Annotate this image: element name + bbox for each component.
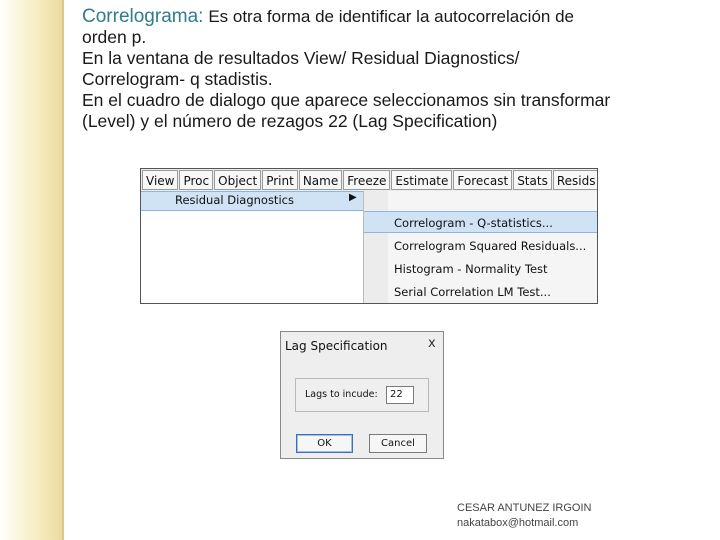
menu-item-correlogram-squared-residuals[interactable] — [364, 235, 598, 257]
menu-item-residual-diagnostics-label: Residual Diagnostics — [175, 193, 294, 207]
title-rest: Es otra forma de identificar la autocorrelación de — [208, 7, 575, 26]
toolbar-object-button[interactable]: Object — [214, 170, 261, 190]
lags-label: Lags to incude: — [305, 389, 378, 400]
menu-item-label: Histogram - Normality Test — [394, 262, 548, 276]
footer-author: CESAR ANTUNEZ IRGOIN — [457, 502, 592, 514]
menu-item-correlogram-q-statistics[interactable] — [364, 211, 598, 233]
toolbar-view-button[interactable]: View — [142, 170, 178, 190]
menu-item-label: Correlogram Squared Residuals... — [394, 239, 587, 253]
dialog-title: Lag Specification — [285, 339, 388, 353]
toolbar-name-button[interactable]: Name — [299, 170, 342, 190]
text-line-3: Correlogram- q stadistis. — [82, 69, 273, 89]
toolbar-freeze-button[interactable]: Freeze — [343, 170, 390, 190]
lags-input[interactable]: 22 — [386, 386, 414, 404]
toolbar-stats-button[interactable]: Stats — [513, 170, 552, 190]
toolbar-estimate-button[interactable]: Estimate — [391, 170, 452, 190]
title-line — [82, 6, 702, 27]
slide-text — [82, 6, 702, 132]
close-icon[interactable]: x — [428, 336, 436, 351]
toolbar-print-button[interactable]: Print — [262, 170, 298, 190]
text-line-1: orden p. — [82, 27, 147, 47]
toolbar — [141, 169, 597, 192]
footer-email: nakatabox@hotmail.com — [457, 517, 579, 529]
menu-item-histogram-normality[interactable] — [364, 258, 598, 280]
menu-item-label: Serial Correlation LM Test... — [394, 285, 551, 299]
sidebar-decoration — [0, 0, 62, 540]
text-line-2: En la ventana de resultados View/ Residual Diagnostics/ — [82, 48, 520, 68]
footer-credit — [457, 501, 591, 531]
menu-item-label: Correlogram - Q-statistics... — [394, 216, 553, 230]
view-submenu — [141, 191, 363, 211]
toolbar-proc-button[interactable]: Proc — [179, 170, 213, 190]
menu-item-serial-correlation-lm[interactable] — [364, 281, 598, 303]
title-word: Correlograma: — [82, 6, 204, 27]
cancel-button[interactable]: Cancel — [369, 434, 427, 453]
text-line-5: (Level) y el número de rezagos 22 (Lag Specification) — [82, 111, 498, 131]
lag-specification-dialog — [280, 331, 444, 459]
submenu-arrow-icon: ▶ — [349, 192, 357, 203]
toolbar-forecast-button[interactable]: Forecast — [453, 170, 512, 190]
toolbar-resids-button[interactable]: Resids — [553, 170, 598, 190]
eviews-menu-screenshot — [140, 168, 598, 304]
text-line-4: En el cuadro de dialogo que aparece seleccionamos sin transformar — [82, 90, 611, 110]
sidebar-divider — [62, 0, 64, 540]
ok-button[interactable]: OK — [296, 434, 353, 453]
residual-diagnostics-submenu — [363, 191, 598, 303]
